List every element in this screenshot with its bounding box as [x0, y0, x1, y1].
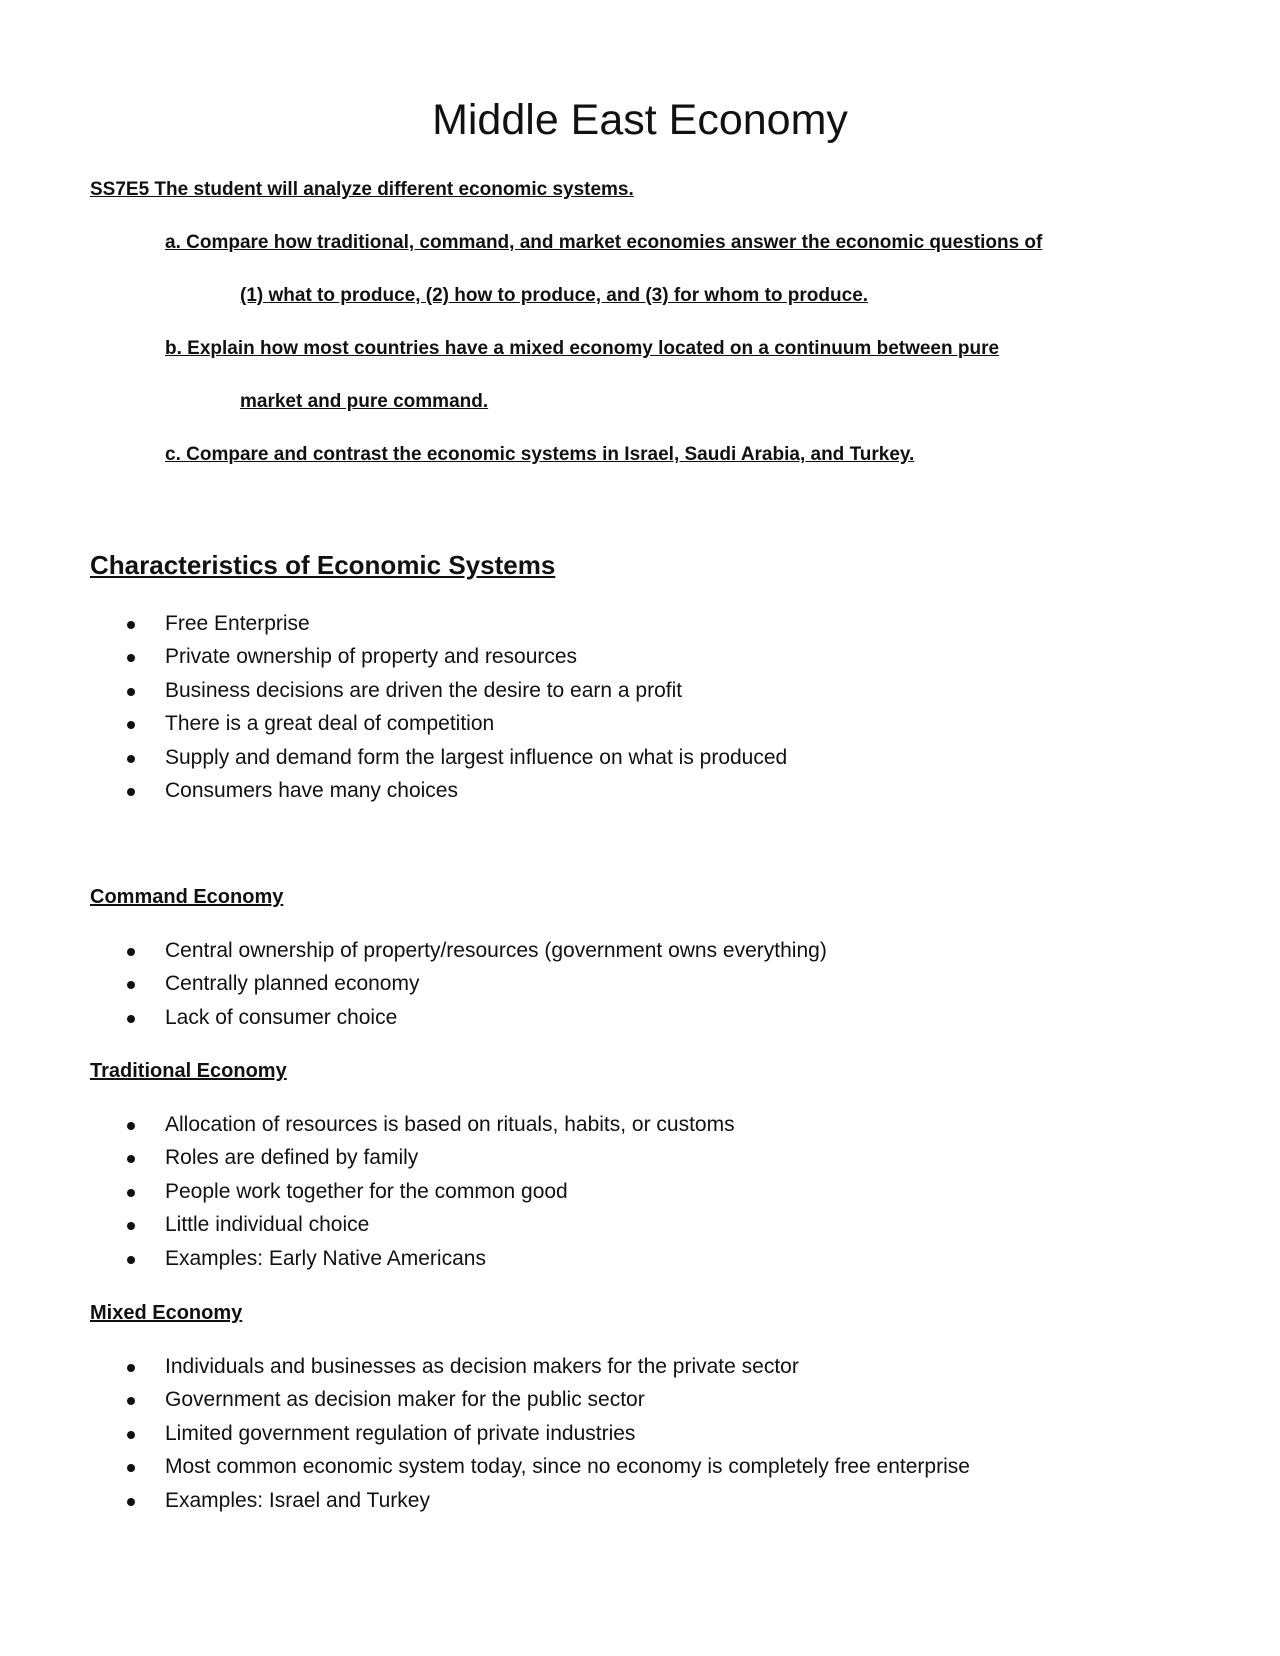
list-item: Most common economic system today, since no economy is completely free enterprise [0, 1452, 970, 1485]
standard-code: SS7E5 The student will analyze different economic systems. [90, 179, 634, 200]
list-item: Roles are defined by family [0, 1143, 735, 1176]
page-title: Middle East Economy [432, 96, 848, 144]
list-item: Lack of consumer choice [0, 1003, 827, 1036]
mixed-list [0, 1352, 970, 1519]
bullet-icon [127, 1155, 135, 1163]
standard-a-line2: (1) what to produce, (2) how to produce, and (3) for whom to produce. [240, 285, 869, 306]
standard-b-line2: market and pure command. [240, 391, 489, 412]
bullet-icon [127, 788, 135, 796]
bullet-icon [127, 654, 135, 662]
list-item: Central ownership of property/resources (government owns everything) [0, 936, 827, 969]
bullet-icon [127, 1431, 135, 1439]
list-item: There is a great deal of competition [0, 709, 787, 742]
list-item: Supply and demand form the largest influence on what is produced [0, 743, 787, 776]
standard-a-line1: a. Compare how traditional, command, and market economies answer the economic questions of [165, 232, 1043, 253]
list-item: Examples: Early Native Americans [0, 1244, 735, 1277]
bullet-icon [127, 981, 135, 989]
bullet-icon [127, 1498, 135, 1506]
characteristics-heading: Characteristics of Economic Systems [90, 550, 556, 580]
bullet-icon [127, 688, 135, 696]
traditional-heading: Traditional Economy [90, 1060, 287, 1082]
bullet-icon [127, 1464, 135, 1472]
bullet-icon [127, 1364, 135, 1372]
bullet-icon [127, 1015, 135, 1023]
command-list [0, 936, 827, 1036]
list-item: Free Enterprise [0, 609, 787, 642]
bullet-icon [127, 1397, 135, 1405]
bullet-icon [127, 1122, 135, 1130]
bullet-icon [127, 1222, 135, 1230]
bullet-icon [127, 1189, 135, 1197]
list-item: Private ownership of property and resources [0, 642, 787, 675]
list-item: Limited government regulation of private industries [0, 1419, 970, 1452]
list-item: Allocation of resources is based on rituals, habits, or customs [0, 1110, 735, 1143]
bullet-icon [127, 1256, 135, 1264]
command-heading: Command Economy [90, 886, 284, 908]
standard-b-line1: b. Explain how most countries have a mixed economy located on a continuum between pure [165, 338, 1000, 359]
list-item: Government as decision maker for the public sector [0, 1385, 970, 1418]
list-item: People work together for the common good [0, 1177, 735, 1210]
bullet-icon [127, 948, 135, 956]
list-item: Little individual choice [0, 1210, 735, 1243]
standard-c-line1: c. Compare and contrast the economic systems in Israel, Saudi Arabia, and Turkey. [165, 444, 915, 465]
list-item: Consumers have many choices [0, 776, 787, 809]
bullet-icon [127, 621, 135, 629]
list-item: Individuals and businesses as decision makers for the private sector [0, 1352, 970, 1385]
list-item: Examples: Israel and Turkey [0, 1486, 970, 1519]
list-item: Centrally planned economy [0, 969, 827, 1002]
characteristics-list [0, 609, 787, 809]
traditional-list [0, 1110, 735, 1277]
mixed-heading: Mixed Economy [90, 1302, 243, 1324]
bullet-icon [127, 721, 135, 729]
bullet-icon [127, 755, 135, 763]
list-item: Business decisions are driven the desire to earn a profit [0, 676, 787, 709]
